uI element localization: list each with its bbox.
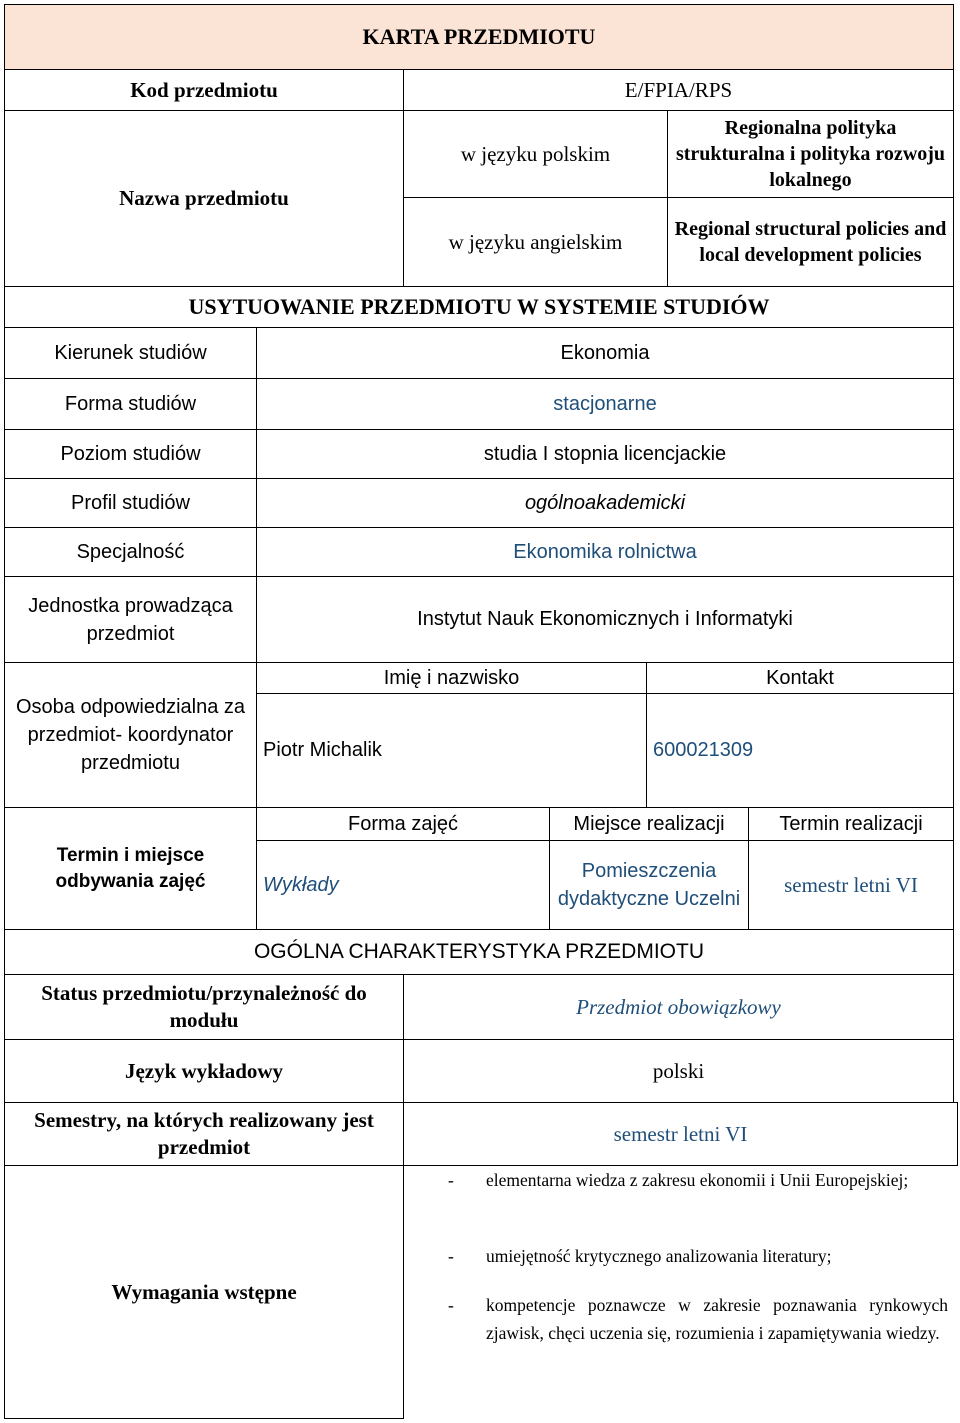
kierunek-label: Kierunek studiów — [4, 327, 257, 379]
osoba-label: Osoba odpowiedzialna za przedmiot- koordynator przedmiotu — [4, 662, 257, 808]
nazwa-label: Nazwa przedmiotu — [4, 110, 404, 287]
poziom-value: studia I stopnia licencjackie — [256, 429, 954, 479]
wymagania-label: Wymagania wstępne — [4, 1165, 404, 1419]
usytuowanie-heading: USYTUOWANIE PRZEDMIOTU W SYSTEMIE STUDIÓW — [4, 286, 954, 328]
poziom-label: Poziom studiów — [4, 429, 257, 479]
osoba-contact-header: Kontakt — [646, 662, 954, 694]
nazwa-en-label: w języku angielskim — [403, 197, 668, 287]
forma-studiow-label: Forma studiów — [4, 378, 257, 430]
kierunek-value: Ekonomia — [256, 327, 954, 379]
semestry-label: Semestry, na których realizowany jest przedmiot — [4, 1102, 404, 1166]
jednostka-label: Jednostka prowadząca przedmiot — [4, 576, 257, 663]
nazwa-pl-value: Regionalna polityka strukturalna i polityka rozwoju lokalnego — [667, 110, 954, 198]
status-label: Status przedmiotu/przynależność do modułu — [4, 974, 404, 1040]
osoba-name-header: Imię i nazwisko — [256, 662, 647, 694]
specjalnosc-value: Ekonomika rolnictwa — [256, 527, 954, 577]
wymagania-item-3: - kompetencje poznawcze w zakresie poznawania rynkowych zjawisk, chęci uczenia się, rozumienia i zapamiętywania wiedzy. — [430, 1291, 950, 1347]
nazwa-en-value: Regional structural policies and local development policies — [667, 197, 954, 287]
miejsce-value: Pomieszczenia dydaktyczne Uczelni — [549, 840, 749, 930]
nazwa-pl-label: w języku polskim — [403, 110, 668, 198]
semestry-value: semestr letni VI — [403, 1102, 958, 1166]
termin-value: semestr letni VI — [748, 840, 954, 930]
termin-header: Termin realizacji — [748, 807, 954, 841]
forma-zajec-value: Wykłady — [256, 840, 550, 930]
kod-value: E/FPIA/RPS — [403, 69, 954, 111]
jednostka-value: Instytut Nauk Ekonomicznych i Informatyki — [256, 576, 954, 663]
termin-label: Termin i miejsce odbywania zajęć — [4, 807, 257, 930]
jezyk-label: Język wykładowy — [4, 1039, 404, 1103]
miejsce-header: Miejsce realizacji — [549, 807, 749, 841]
osoba-name: Piotr Michalik — [256, 693, 647, 808]
forma-studiow-value: stacjonarne — [256, 378, 954, 430]
forma-zajec-header: Forma zajęć — [256, 807, 550, 841]
wymagania-item-1: - elementarna wiedza z zakresu ekonomii i Unii Europejskiej; — [430, 1166, 950, 1194]
profil-label: Profil studiów — [4, 478, 257, 528]
specjalnosc-label: Specjalność — [4, 527, 257, 577]
bullet-dash: - — [448, 1170, 454, 1190]
bullet-dash: - — [448, 1246, 454, 1266]
profil-value: ogólnoakademicki — [256, 478, 954, 528]
card-title: KARTA PRZEDMIOTU — [4, 4, 954, 70]
bullet-dash: - — [448, 1295, 454, 1315]
status-value: Przedmiot obowiązkowy — [403, 974, 954, 1040]
osoba-contact: 600021309 — [646, 693, 954, 808]
wymagania-item-2: - umiejętność krytycznego analizowania literatury; — [430, 1242, 950, 1270]
jezyk-value: polski — [403, 1039, 954, 1103]
ogolna-heading: OGÓLNA CHARAKTERYSTYKA PRZEDMIOTU — [4, 929, 954, 975]
kod-label: Kod przedmiotu — [4, 69, 404, 111]
